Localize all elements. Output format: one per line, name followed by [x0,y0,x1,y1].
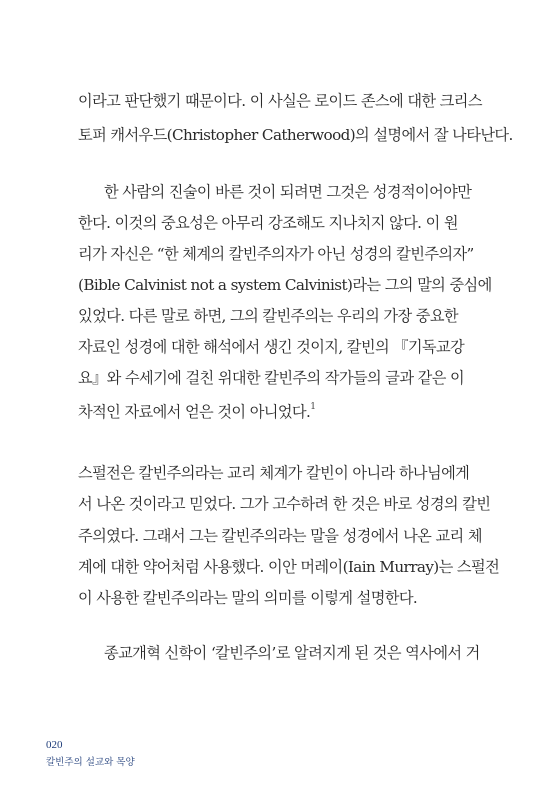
paragraph2-line3: 리가 자신은 “한 체계의 칼빈주의자가 아닌 성경의 칼빈주의자” [78,245,474,263]
paragraph3-line1: 스펄전은 칼빈주의라는 교리 체계가 칼빈이 아니라 하나님에게 [78,464,470,482]
paragraph2-line4: (Bible Calvinist not a system Calvinist)라는 그의 말의 중심에 [78,276,492,294]
paragraph1-line1: 이라고 판단했기 때문이다. 이 사실은 로이드 존스에 대한 크리스 [78,92,482,110]
paragraph2-line8-text: 차적인 자료에서 얻은 것이 아니었다. [78,403,311,422]
paragraph2-line1: 한 사람의 진술이 바른 것이 되려면 그것은 성경적이어야만 [104,183,472,201]
paragraph2-line2: 한다. 이것의 중요성은 아무리 강조해도 지나치지 않다. 이 원 [78,214,458,232]
page-number: 020 [46,739,63,751]
paragraph2-line6: 자료인 성경에 대한 해석에서 생긴 것이지, 칼빈의 『기독교강 [78,338,465,356]
paragraph4-line1: 종교개혁 신학이 ‘칼빈주의’로 알려지게 된 것은 역사에서 거 [104,644,480,662]
paragraph2-line8 [78,399,478,422]
paragraph3-line3: 주의였다. 그래서 그는 칼빈주의라는 말을 성경에서 나온 교리 체 [78,527,482,545]
paragraph2-line7: 요』와 수세기에 걸친 위대한 칼빈주의 작가들의 글과 같은 이 [78,369,465,387]
paragraph1-line2: 토퍼 캐서우드(Christopher Catherwood)의 설명에서 잘 나타난다. [78,126,513,144]
paragraph2-line5: 있었다. 다른 말로 하면, 그의 칼빈주의는 우리의 가장 중요한 [78,307,458,325]
paragraph3-line5: 이 사용한 칼빈주의라는 말의 의미를 이렇게 설명한다. [78,589,418,607]
paragraph3-line2: 서 나온 것이라고 믿었다. 그가 고수하려 한 것은 바로 성경의 칼빈 [78,495,491,513]
paragraph3-line4: 계에 대한 약어처럼 사용했다. 이안 머레이(Iain Murray)는 스펄전 [78,558,500,576]
running-footer-title: 칼빈주의 설교와 목양 [46,757,135,768]
footnote-marker[interactable]: 1 [310,402,316,412]
